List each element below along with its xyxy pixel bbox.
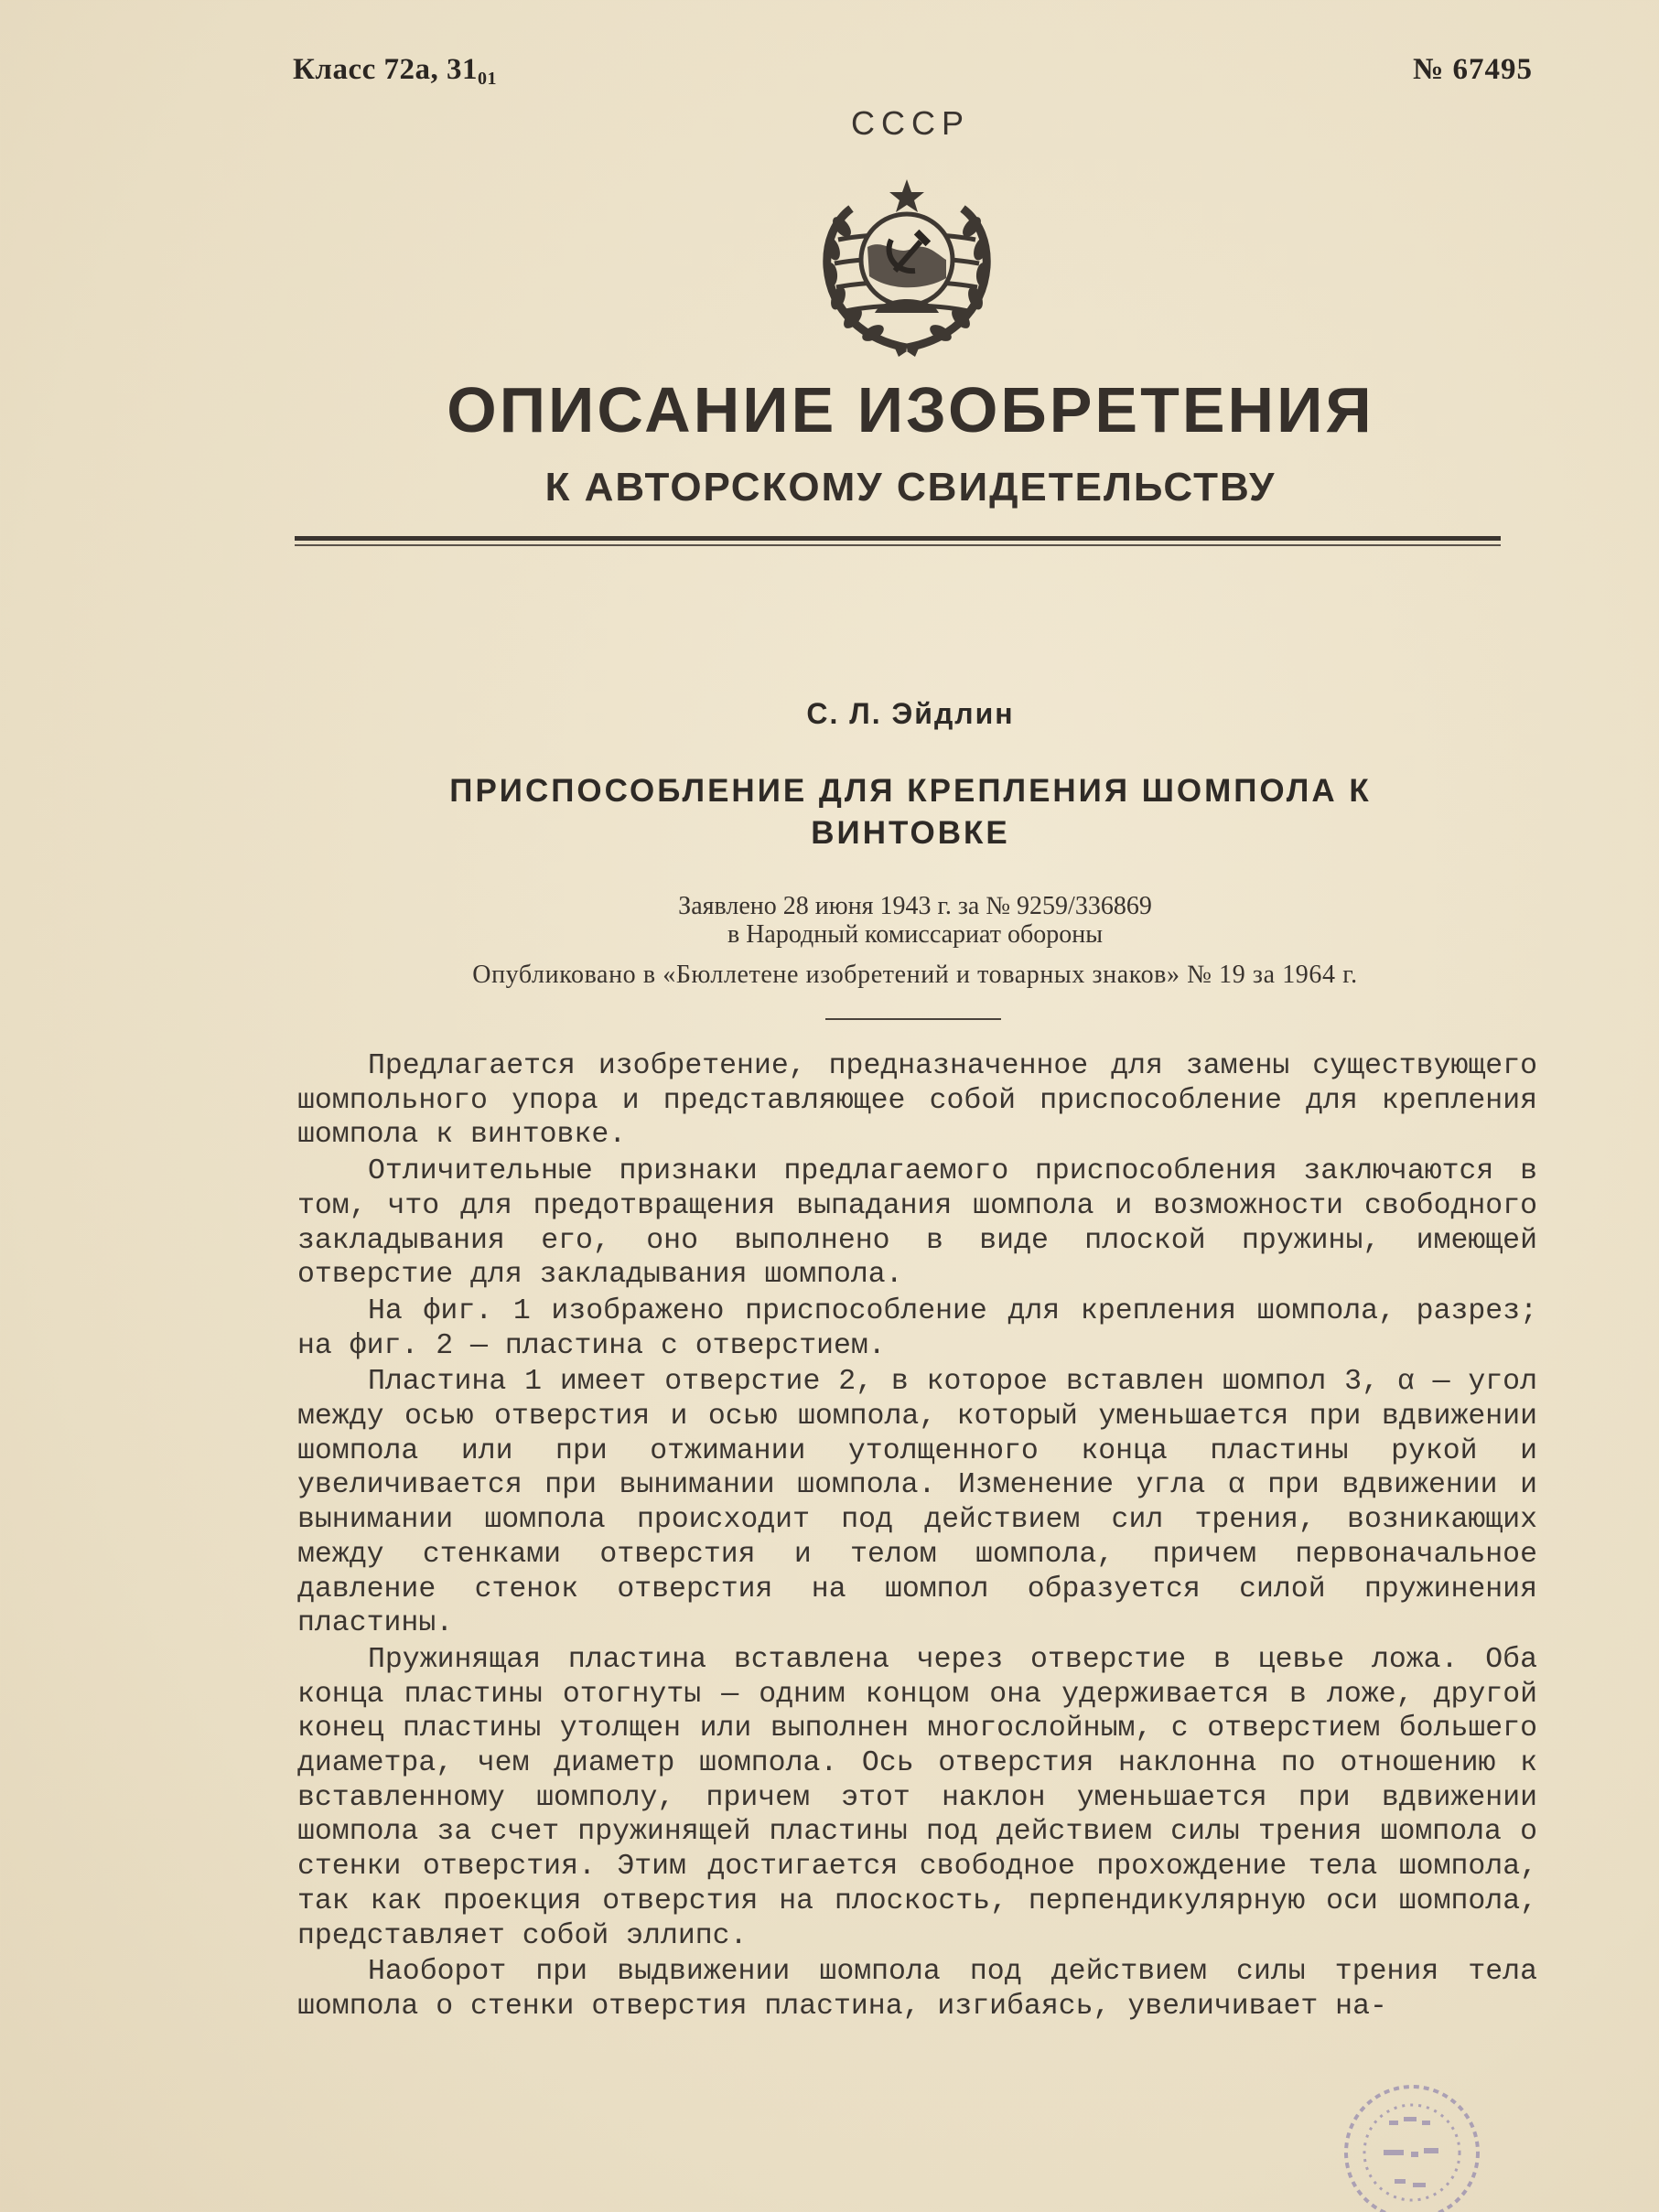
filing-authority: в Народный комиссариат обороны <box>727 920 1104 949</box>
library-stamp-icon <box>1325 2066 1499 2212</box>
body-paragraph: Наоборот при выдвижении шомпола под действием силы трения тела шомпола о стенки отверстия пластина, изгибаясь, увеличивает на- <box>297 1956 1537 2023</box>
title-rule-thin <box>295 544 1501 546</box>
filing-date: Заявлено 28 июня 1943 г. за № 9259/336869 <box>678 892 1152 920</box>
invention-title-line1: ПРИСПОСОБЛЕНИЕ ДЛЯ КРЕПЛЕНИЯ ШОМПОЛА К <box>449 773 1372 809</box>
body-paragraph: На фиг. 1 изображено приспособление для крепления шомпола, разрез; на фиг. 2 — пластина с отверстием. <box>297 1294 1537 1362</box>
body-paragraph: Предлагается изобретение, предназначенное для замены существующего шомпольного упора и представляющее собой приспособление для крепления шомпола к винтовке. <box>297 1050 1537 1152</box>
filing-info <box>0 892 1659 949</box>
document-title: ОПИСАНИЕ ИЗОБРЕТЕНИЯ <box>447 374 1374 446</box>
body-paragraph: Пружинящая пластина вставлена через отверстие в цевье ложа. Оба конца пластины отогнуты — одним концом она удерживается в ложе, другой конец пластины утолщен или выполнен многослойным, с отверстием большего диаметра, чем диаметр шомпола. Ось отверстия наклонна по отношению к вставленному шомполу, причем этот наклон уменьшается при вдвижении шомпола за счет пружинящей пластины под действием силы трения шомпола о стенки отверстия. Этим достигается свободное прохождение тела шомпола, так как проекция отверстия на плоскость, перпендикулярную оси шомпола, представляет собой эллипс. <box>297 1643 1537 1952</box>
description-body <box>297 1049 1537 2026</box>
ussr-coat-of-arms-icon <box>811 176 1003 359</box>
document-subtitle: К АВТОРСКОМУ СВИДЕТЕЛЬСТВУ <box>544 465 1277 510</box>
publication-info: Опубликовано в «Бюллетене изобретений и товарных знаков» № 19 за 1964 г. <box>472 961 1358 989</box>
invention-title <box>375 770 1446 854</box>
class-label: Класс 72а, 31 <box>293 53 478 86</box>
body-paragraph: Отличительные признаки предлагаемого приспособления заключаются в том, что для предотвращения выпадания шомпола и возможности свободного закладывания его, оно выполнено в виде плоской пружины, имеющей отверстие для закладывания шомпола. <box>297 1155 1537 1292</box>
author-name: С. Л. Эйдлин <box>806 697 1015 730</box>
body-paragraph: Пластина 1 имеет отверстие 2, в которое вставлен шомпол 3, α — угол между осью отверстия и осью шомпола, который уменьшается при вдвижении шомпола или при отжимании утолщенного конца пластины рукой и увеличивается при вынимании шомпола. Изменение угла α при вдвижении и вынимании шомпола происходит под действием сил трения, возникающих между стенками отверстия и телом шомпола, причем первоначальное давление стенок отверстия на шомпол образуется силой пружинения пластины. <box>297 1366 1537 1640</box>
classification <box>293 53 497 90</box>
country-name: СССР <box>850 104 970 142</box>
title-rule <box>295 536 1501 541</box>
invention-title-line2: ВИНТОВКЕ <box>811 815 1010 851</box>
section-divider <box>825 1018 1001 1020</box>
patent-number: № 67495 <box>1413 53 1533 86</box>
class-subscript: 01 <box>478 69 497 89</box>
